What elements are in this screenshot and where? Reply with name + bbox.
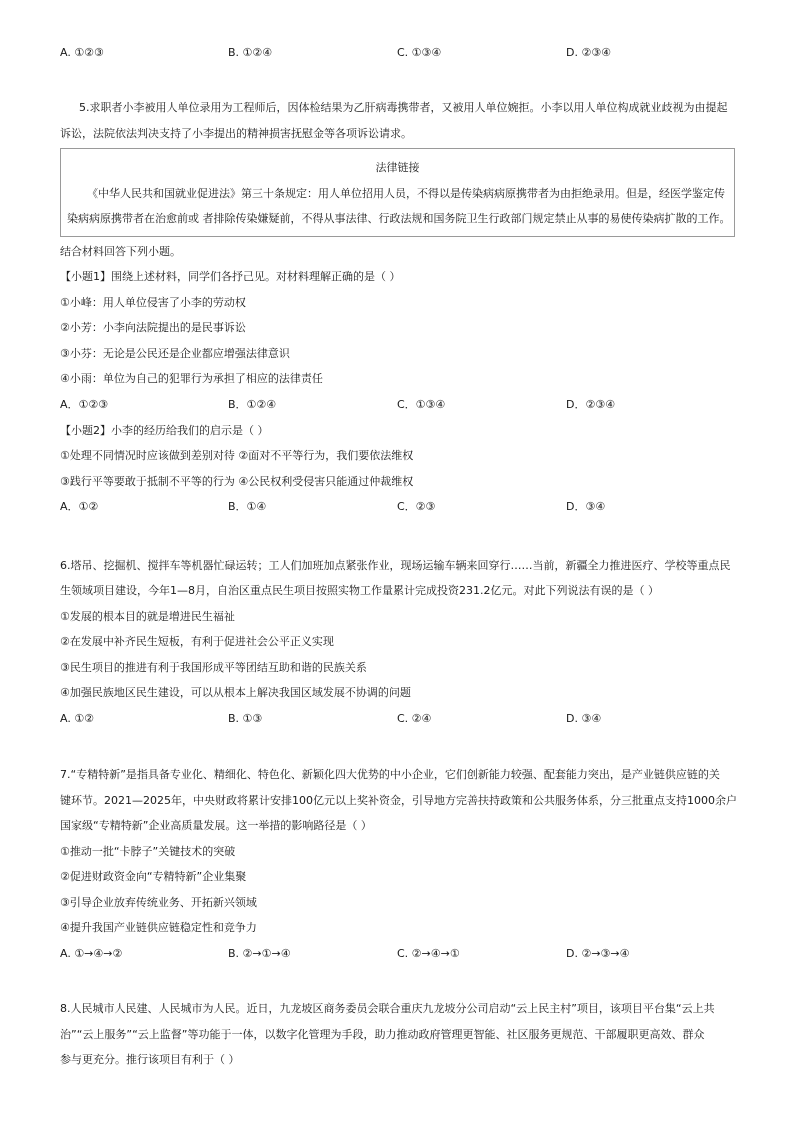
q7-item-1: ①推动一批“卡脖子”关键技术的突破: [60, 845, 236, 858]
q5-sub1-item-1: ①小峰：用人单位侵害了小李的劳动权: [60, 296, 246, 309]
q5-stem-line-1: 5.求职者小李被用人单位录用为工程师后，因体检结果为乙肝病毒携带者，又被用人单位婉拒。小李以用人单位构成就业歧视为由提起: [79, 101, 728, 114]
q6-option-d: D. ③④: [566, 712, 602, 725]
q5-sub1-option-c: C．①③④: [397, 398, 446, 411]
q7-item-3: ③引导企业放弃传统业务、开拓新兴领域: [60, 896, 257, 909]
q6-item-4: ④加强民族地区民生建设，可以从根本上解决我国区域发展不协调的问题: [60, 686, 411, 699]
law-link-box: [60, 148, 735, 237]
q5-sub2-option-a: A．①②: [60, 500, 99, 513]
q6-item-2: ②在发展中补齐民生短板，有利于促进社会公平正义实现: [60, 635, 334, 648]
q7-stem-line-2: 键环节。2021—2025年，中央财政将累计安排100亿元以上奖补资金，引导地方完善扶持政策和公共服务体系，分三批重点支持1000余户: [60, 794, 737, 807]
q4-option-c: C. ①③④: [397, 46, 442, 59]
law-link-line-2: 染病病原携带者在治愈前或 者排除传染嫌疑前，不得从事法律、行政法规和国务院卫生行政部门规定禁止从事的易使传染病扩散的工作。: [67, 212, 731, 225]
q7-stem-line-3: 国家级“专精特新”企业高质量发展。这一举措的影响路径是（ ）: [60, 819, 372, 832]
q5-sub1-options: [60, 398, 760, 412]
q8-stem-line-1: 8.人民城市人民建、人民城市为人民。近日，九龙坡区商务委员会联合重庆九龙坡分公司启动“云上民主村”项目，该项目平台集“云上共: [60, 1002, 715, 1015]
q5-sub2-option-b: B．①④: [228, 500, 267, 513]
q5-sub2-item-1: ①处理不同情况时应该做到差别对待 ②面对不平等行为，我们要依法维权: [60, 449, 414, 462]
q5-sub1-stem: 【小题1】围绕上述材料，同学们各抒己见。对材料理解正确的是（ ）: [60, 270, 401, 283]
q4-option-b: B. ①②④: [228, 46, 273, 59]
q5-sub1-option-d: D．②③④: [566, 398, 616, 411]
q6-options: [60, 712, 760, 726]
q5-sub2-option-d: D．③④: [566, 500, 606, 513]
law-link-line-1: 《中华人民共和国就业促进法》第三十条规定：用人单位招用人员，不得以是传染病病原携带者为由拒绝录用。但是，经医学鉴定传: [87, 187, 725, 200]
q5-sub1-option-a: A．①②③: [60, 398, 109, 411]
q7-item-4: ④提升我国产业链供应链稳定性和竞争力: [60, 921, 257, 934]
q4-option-d: D. ②③④: [566, 46, 612, 59]
q5-sub1-option-b: B．①②④: [228, 398, 277, 411]
q7-option-b: B. ②→①→④: [228, 947, 291, 960]
q4-option-a: A. ①②③: [60, 46, 104, 59]
q4-options: [60, 46, 760, 60]
q5-sub1-item-4: ④小雨：单位为自己的犯罪行为承担了相应的法律责任: [60, 372, 323, 385]
q6-stem-line-2: 生领域项目建设，今年1—8月，自治区重点民生项目按照实物工作量累计完成投资231.2亿元。对此下列说法有误的是（ ）: [60, 584, 659, 597]
q5-instruction: 结合材料回答下列小题。: [60, 245, 181, 258]
q7-options: [60, 947, 760, 961]
q5-stem-line-2: 诉讼，法院依法判决支持了小李提出的精神损害抚慰金等各项诉讼请求。: [60, 127, 412, 140]
q5-sub2-option-c: C．②③: [397, 500, 436, 513]
q7-item-2: ②促进财政资金向“专精特新”企业集聚: [60, 870, 247, 883]
q5-sub2-item-2: ③践行平等要敢于抵制不平等的行为 ④公民权利受侵害只能通过仲裁维权: [60, 475, 414, 488]
q6-option-c: C. ②④: [397, 712, 432, 725]
q5-sub2-stem: 【小题2】小李的经历给我们的启示是（ ）: [60, 424, 269, 437]
q7-option-d: D. ②→③→④: [566, 947, 630, 960]
q6-option-a: A. ①②: [60, 712, 95, 725]
q6-stem-line-1: 6.塔吊、挖掘机、搅拌车等机器忙碌运转；工人们加班加点紧张作业，现场运输车辆来回穿行……当前，新疆全力推进医疗、学校等重点民: [60, 559, 731, 572]
q8-stem-line-3: 参与更充分。推行该项目有利于（ ）: [60, 1053, 240, 1066]
q5-sub2-options: [60, 500, 760, 514]
q5-sub1-item-3: ③小芬：无论是公民还是企业都应增强法律意识: [60, 347, 290, 360]
law-link-title: 法律链接: [375, 161, 420, 174]
q6-item-1: ①发展的根本目的就是增进民生福祉: [60, 610, 235, 623]
q7-option-c: C. ②→④→①: [397, 947, 460, 960]
q6-item-3: ③民生项目的推进有利于我国形成平等团结互助和谐的民族关系: [60, 661, 367, 674]
q8-stem-line-2: 治”“云上服务”“云上监督”等功能于一体，以数字化管理为手段，助力推动政府管理更智能、社区服务更规范、干部履职更高效、群众: [60, 1028, 705, 1041]
q7-stem-line-1: 7.“专精特新”是指具备专业化、精细化、特色化、新颖化四大优势的中小企业，它们创新能力较强、配套能力突出，是产业链供应链的关: [60, 768, 720, 781]
q7-option-a: A. ①→④→②: [60, 947, 123, 960]
q5-sub1-item-2: ②小芳：小李向法院提出的是民事诉讼: [60, 321, 246, 334]
q6-option-b: B. ①③: [228, 712, 263, 725]
